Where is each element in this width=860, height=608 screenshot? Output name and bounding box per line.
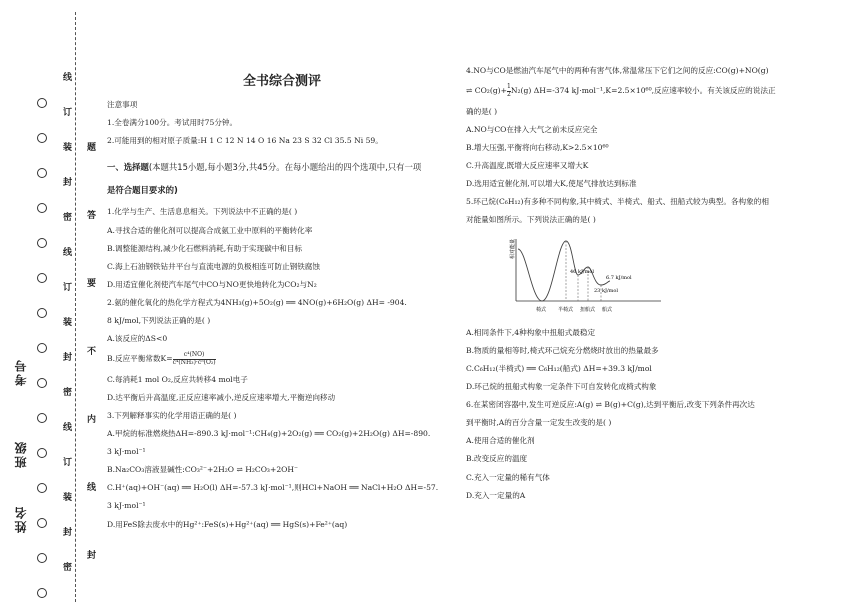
energy-category-label: 船式	[602, 307, 613, 314]
energy-category-label: 椅式	[536, 307, 547, 314]
q3-option-d: D.用FeS除去废水中的Hg²⁺:FeS(s)+Hg²⁺(aq) ══ HgS(s)+Fe²⁺(aq)	[107, 519, 348, 529]
energy-category-label: 半椅式	[558, 307, 574, 314]
binding-char: 封	[63, 528, 73, 538]
label-class: 班级	[14, 440, 28, 468]
q3-stem: 3.下列解释事实的化学用语正确的是( )	[107, 411, 237, 421]
page-title: 全书综合测评	[242, 74, 321, 89]
q4-option-c: C.升高温度,既增大反应速率又增大K	[466, 161, 589, 171]
q1-option-c: C.海上石油钢铁钻井平台与直流电源的负极相连可防止钢铁腐蚀	[107, 261, 320, 271]
binding-char: 订	[63, 458, 73, 468]
q3-option-c-2: 3 kJ·mol⁻¹	[107, 501, 146, 511]
left-column	[107, 70, 457, 538]
q6-option-a: A.使用合适的催化剂	[466, 436, 535, 446]
energy-categories	[536, 306, 612, 313]
binding-char: 密	[63, 213, 73, 223]
q6-stem-1: 6.在某密闭容器中,发生可逆反应:A(g) ⇌ B(g)+C(g),达到平衡后,改变下列条件再次达	[466, 400, 755, 410]
q2-k-fraction	[173, 352, 216, 366]
binding-inner-char: 题	[87, 143, 97, 153]
binding-inner-char: 要	[87, 279, 97, 289]
binding-circle	[37, 203, 47, 213]
q2-option-a: A.该反应的ΔS<0	[107, 334, 168, 344]
q4-stem-3: 确的是( )	[466, 106, 498, 116]
binding-char: 封	[63, 178, 73, 188]
q5-stem-2: 对能量如图所示。下列说法正确的是( )	[466, 215, 596, 225]
binding-char: 密	[63, 563, 73, 573]
q5-option-b: B.物质的量相等时,椅式环己烷充分燃烧时放出的热量最多	[466, 345, 659, 355]
annotation-23: 23 kJ/mol	[594, 288, 619, 295]
binding-circle	[37, 448, 47, 458]
binding-circle	[37, 98, 47, 108]
q2-stem-2: 8 kJ/mol,下列说法正确的是( )	[107, 315, 211, 325]
q3-option-a-2: 3 kJ·mol⁻¹	[107, 447, 146, 457]
q2-option-b	[107, 352, 457, 366]
binding-inner-char: 内	[87, 415, 97, 425]
q5-stem-1: 5.环己烷(C₆H₁₂)有多种不同构象,其中椅式、半椅式、船式、扭船式较为典型。各构象的相	[466, 197, 769, 207]
binding-circle	[37, 308, 47, 318]
binding-circle	[37, 483, 47, 493]
q5-option-a: A.相同条件下,4种构象中扭船式最稳定	[466, 327, 596, 337]
q6-option-d: D.充入一定量的A	[466, 490, 526, 500]
binding-char: 装	[63, 318, 73, 328]
binding-circle	[37, 518, 47, 528]
binding-char: 密	[63, 388, 73, 398]
energy-diagram	[506, 235, 666, 317]
binding-circle	[37, 273, 47, 283]
notes-heading: 注意事项	[107, 100, 138, 110]
binding-char: 订	[63, 283, 73, 293]
q2-option-b-text: B.反应平衡常数K=	[107, 354, 173, 364]
q4-stem-1: 4.NO与CO是燃油汽车尾气中的两种有害气体,常温常压下它们之间的反应:CO(g)+NO(g)	[466, 66, 769, 75]
q4-stem-2-pre: ⇌ CO₂(g)+	[466, 86, 508, 96]
binding-char: 线	[63, 423, 73, 433]
energy-category-label: 扭船式	[580, 307, 596, 314]
annotation-46: 46 kJ/mol	[570, 269, 595, 276]
q1-option-d: D.用适宜催化剂使汽车尾气中CO与NO更快地转化为CO₂与N₂	[107, 279, 317, 289]
q6-option-b: B.改变反应的温度	[466, 454, 528, 464]
section-desc-1: (本题共15小题,每小题3分,共45分。在每小题给出的四个选项中,只有一项	[148, 162, 422, 173]
q1-option-a: A.寻找合适的催化剂可以提高合成氨工业中原料的平衡转化率	[107, 225, 313, 235]
section-title: 一、选择题	[107, 162, 149, 173]
q3-option-a-1: A.甲烷的标准燃烧热ΔH=-890.3 kJ·mol⁻¹:CH₄(g)+2O₂(g) ══ CO₂(g)+2H₂O(g) ΔH=-890.	[107, 429, 431, 439]
label-name: 姓名	[14, 505, 28, 533]
q5-option-c: C.C₆H₁₂(半椅式) ══ C₆H₁₂(船式) ΔH=+39.3 kJ/mol	[466, 364, 652, 374]
binding-circle	[37, 133, 47, 143]
binding-char: 封	[63, 353, 73, 363]
binding-circle	[37, 378, 47, 388]
q2-k-numerator: c⁴(NO)	[173, 352, 216, 360]
q2-stem-1: 2.氨的催化氧化的热化学方程式为4NH₃(g)+5O₂(g) ══ 4NO(g)+6H₂O(g) ΔH= -904.	[107, 297, 407, 307]
q4-frac-den: 2	[507, 90, 511, 98]
q2-k-denominator: c⁴(NH₃)·c⁵(O₂)	[172, 358, 216, 366]
q4-option-d: D.选用适宜催化剂,可以增大K,使尾气排放达到标准	[466, 179, 637, 189]
binding-dashed-line	[75, 12, 76, 602]
binding-inner-char: 封	[87, 551, 97, 561]
binding-circle	[37, 413, 47, 423]
binding-circle	[37, 238, 47, 248]
q4-option-b: B.增大压强,平衡将向右移动,K>2.5×10⁶⁰	[466, 143, 609, 153]
binding-inner-char: 答	[87, 211, 97, 221]
binding-circle	[37, 168, 47, 178]
section-heading	[107, 162, 457, 173]
binding-circle	[37, 343, 47, 353]
binding-char: 装	[63, 143, 73, 153]
binding-char: 线	[63, 73, 73, 83]
q4-stem-2-post: N₂(g) ΔH=-374 kJ·mol⁻¹,K=2.5×10⁶⁰,反应速率较小。有关该反应的说法正	[510, 86, 776, 96]
q4-option-a: A.NO与CO在排入大气之前未反应完全	[466, 124, 598, 134]
q2-option-d: D.达平衡后升高温度,正反应速率减小,逆反应速率增大,平衡逆向移动	[107, 392, 336, 402]
annotation-6-7: 6.7 kJ/mol	[606, 275, 632, 282]
section-desc-2: 是符合题目要求的)	[107, 184, 178, 195]
q2-option-c: C.每消耗1 mol O₂,反应共转移4 mol电子	[107, 374, 248, 384]
note-1: 1.全卷满分100分。考试用时75分钟。	[107, 118, 238, 128]
binding-margin	[0, 0, 97, 608]
binding-char: 装	[63, 493, 73, 503]
q3-option-c-1: C.H⁺(aq)+OH⁻(aq) ══ H₂O(l) ΔH=-57.3 kJ·mol⁻¹,则HCl+NaOH ══ NaCl+H₂O ΔH=-57.	[107, 483, 439, 493]
q6-option-c: C.充入一定量的稀有气体	[466, 472, 550, 482]
label-exam-number: 考号	[14, 358, 28, 386]
binding-inner-char: 不	[87, 347, 97, 357]
binding-inner-char: 线	[87, 483, 97, 493]
q4-frac-num: 1	[507, 83, 511, 91]
q5-option-d: D.环己烷的扭船式构象一定条件下可自发转化成椅式构象	[466, 382, 657, 392]
q4-stem-2	[466, 84, 842, 98]
q3-option-b: B.Na₂CO₃溶液显碱性:CO₃²⁻+2H₂O ⇌ H₂CO₃+2OH⁻	[107, 465, 299, 475]
note-2: 2.可能用到的相对原子质量:H 1 C 12 N 14 O 16 Na 23 S 32 Cl 35.5 Ni 59。	[107, 136, 383, 146]
binding-circle	[37, 588, 47, 598]
binding-char: 线	[63, 248, 73, 258]
q1-option-b: B.调整能源结构,减少化石燃料消耗,有助于实现碳中和目标	[107, 243, 303, 253]
q6-stem-2: 到平衡时,A的百分含量一定发生改变的是( )	[466, 418, 612, 428]
binding-circle	[37, 553, 47, 563]
right-column	[466, 66, 842, 509]
binding-char: 订	[63, 108, 73, 118]
q1-stem: 1.化学与生产、生活息息相关。下列说法中不正确的是( )	[107, 207, 298, 217]
energy-y-label: 相对能量	[510, 239, 516, 260]
